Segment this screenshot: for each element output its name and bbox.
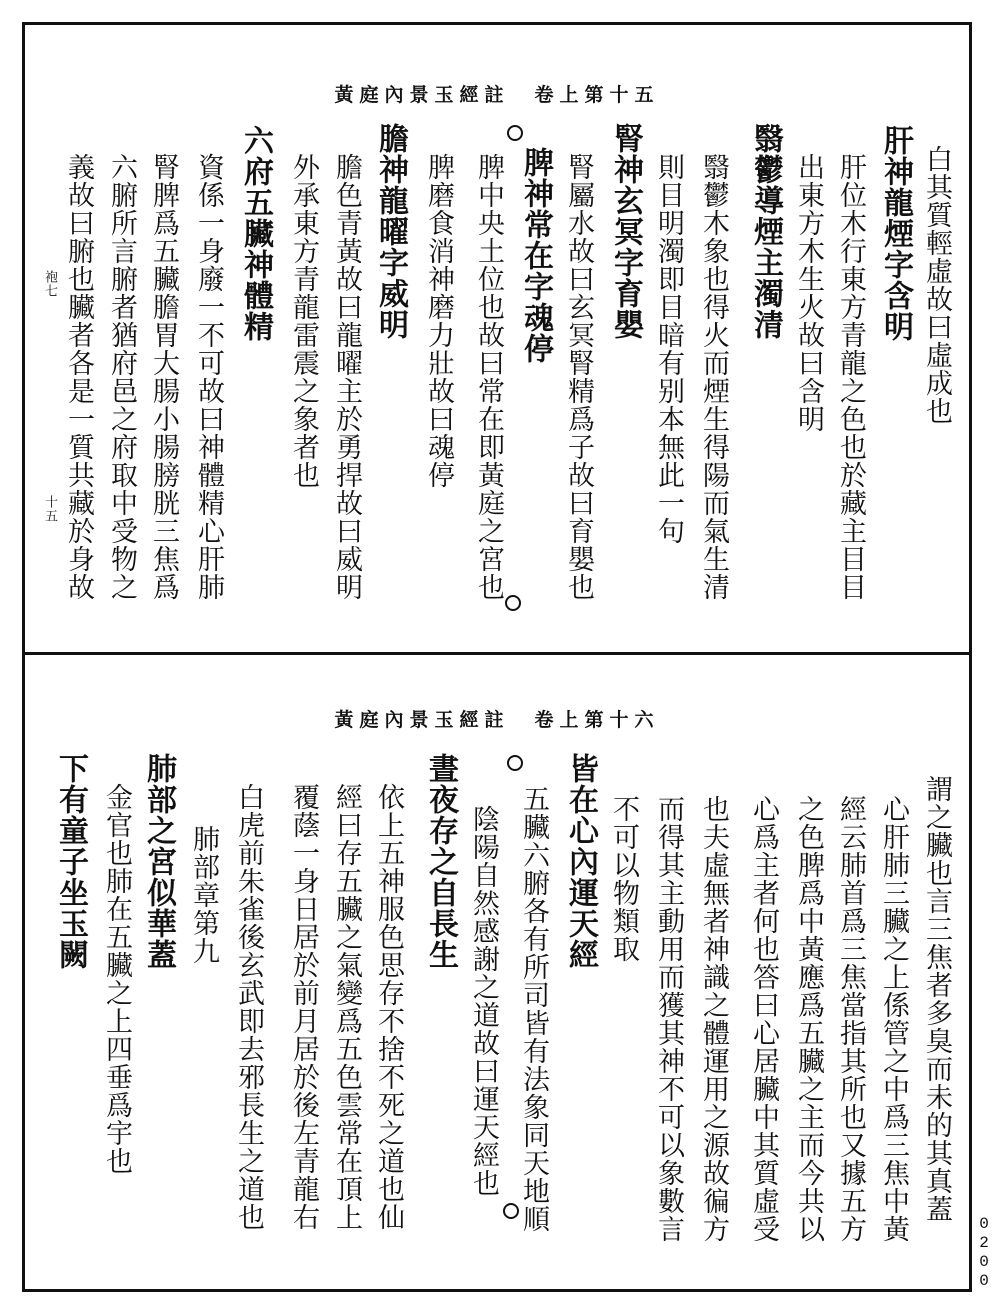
upper-half-page xyxy=(25,25,969,652)
chapter-title: 肺部章第九 xyxy=(188,825,219,965)
text-column: 五臟六腑各有所司皆有法象同天地順 xyxy=(518,785,549,1233)
page-header: 黃庭內景玉經註 卷上第十五 xyxy=(334,84,660,106)
text-column: 肺部之宮似華蓋 xyxy=(141,753,176,970)
circle-mark xyxy=(505,595,521,611)
text-column: 經云肺首爲三焦當指其所也又據五方 xyxy=(835,795,866,1243)
text-column: 義故曰腑也臟者各是一質共藏於身故 xyxy=(63,153,94,601)
text-column: 則目明濁即目暗有别本無此一句 xyxy=(653,153,684,545)
text-column: 不可以物類取 xyxy=(608,795,639,963)
text-column: 外承東方青龍雷震之象者也 xyxy=(288,153,319,489)
text-column: 心爲主者何也答曰心居臟中其質虛受 xyxy=(748,795,779,1243)
sheet-number: 0200 xyxy=(975,1215,993,1291)
text-column: 白虎前朱雀後玄武即去邪長生之道也 xyxy=(233,783,264,1231)
text-column: 六腑所言腑者猶府邑之府取中受物之 xyxy=(106,153,137,601)
circle-mark xyxy=(503,1203,519,1219)
text-column: 肝神龍煙字含明 xyxy=(878,125,913,342)
text-column: 脾磨食消神磨力壯故曰魂停 xyxy=(423,153,454,489)
text-column: 腎神玄冥字育嬰 xyxy=(608,123,643,340)
text-column: 翳鬱導煙主濁清 xyxy=(748,123,783,340)
text-column: 腎脾爲五臟膽胃大腸小腸膀胱三焦爲 xyxy=(148,153,179,601)
text-column: 肝位木行東方青龍之色也於藏主目目 xyxy=(835,153,866,601)
text-column: 下有童子坐玉闕 xyxy=(53,753,88,970)
marginal-note: 袍七 xyxy=(42,270,57,298)
marginal-note: 十五 xyxy=(42,495,57,523)
circle-mark xyxy=(507,755,523,771)
text-column: 也夫虛無者神識之體運用之源故徧方 xyxy=(698,795,729,1243)
text-column: 資係一身廢一不可故曰神體精心肝肺 xyxy=(193,153,224,601)
text-column: 金官也肺在五臟之上四垂爲宇也 xyxy=(101,783,132,1175)
text-column: 出東方木生火故曰含明 xyxy=(793,153,824,433)
text-column: 脾神常在字魂停 xyxy=(518,147,553,364)
text-column: 白其質輕虛故曰虛成也 xyxy=(921,145,952,425)
text-column: 而得其主動用而獲其神不可以象數言 xyxy=(653,795,684,1243)
text-column: 經曰存五臟之氣變爲五色雲常在頂上 xyxy=(331,783,362,1231)
text-column: 膽神龍曜字威明 xyxy=(373,123,408,340)
text-column: 陰陽自然感謝之道故曰運天經也 xyxy=(468,805,499,1197)
text-column: 謂之臟也言三焦者多臭而未的其真蓋 xyxy=(921,775,952,1223)
text-column: 晝夜存之自長生 xyxy=(423,753,458,970)
text-column: 脾中央土位也故曰常在即黃庭之宮也 xyxy=(473,153,504,601)
text-column: 膽色青黃故曰龍曜主於勇捍故曰威明 xyxy=(331,153,362,601)
text-column: 腎屬水故曰玄冥腎精爲子故曰育嬰也 xyxy=(563,153,594,601)
text-column: 翳鬱木象也得火而煙生得陽而氣生清 xyxy=(698,153,729,601)
text-column: 覆蔭一身日居於前月居於後左青龍右 xyxy=(288,783,319,1231)
text-column: 心肝肺三臟之上係管之中爲三焦中黃 xyxy=(878,795,909,1243)
page-header: 黃庭內景玉經註 卷上第十六 xyxy=(334,709,660,731)
text-column: 皆在心內運天經 xyxy=(563,753,598,970)
circle-mark xyxy=(507,125,523,141)
text-column: 之色脾爲中黃應爲五臟之主而今共以 xyxy=(793,795,824,1243)
text-column: 依上五神服色思存不捨不死之道也仙 xyxy=(373,783,404,1231)
text-column: 六府五臟神體精 xyxy=(238,125,273,342)
lower-half-page xyxy=(25,655,969,1290)
